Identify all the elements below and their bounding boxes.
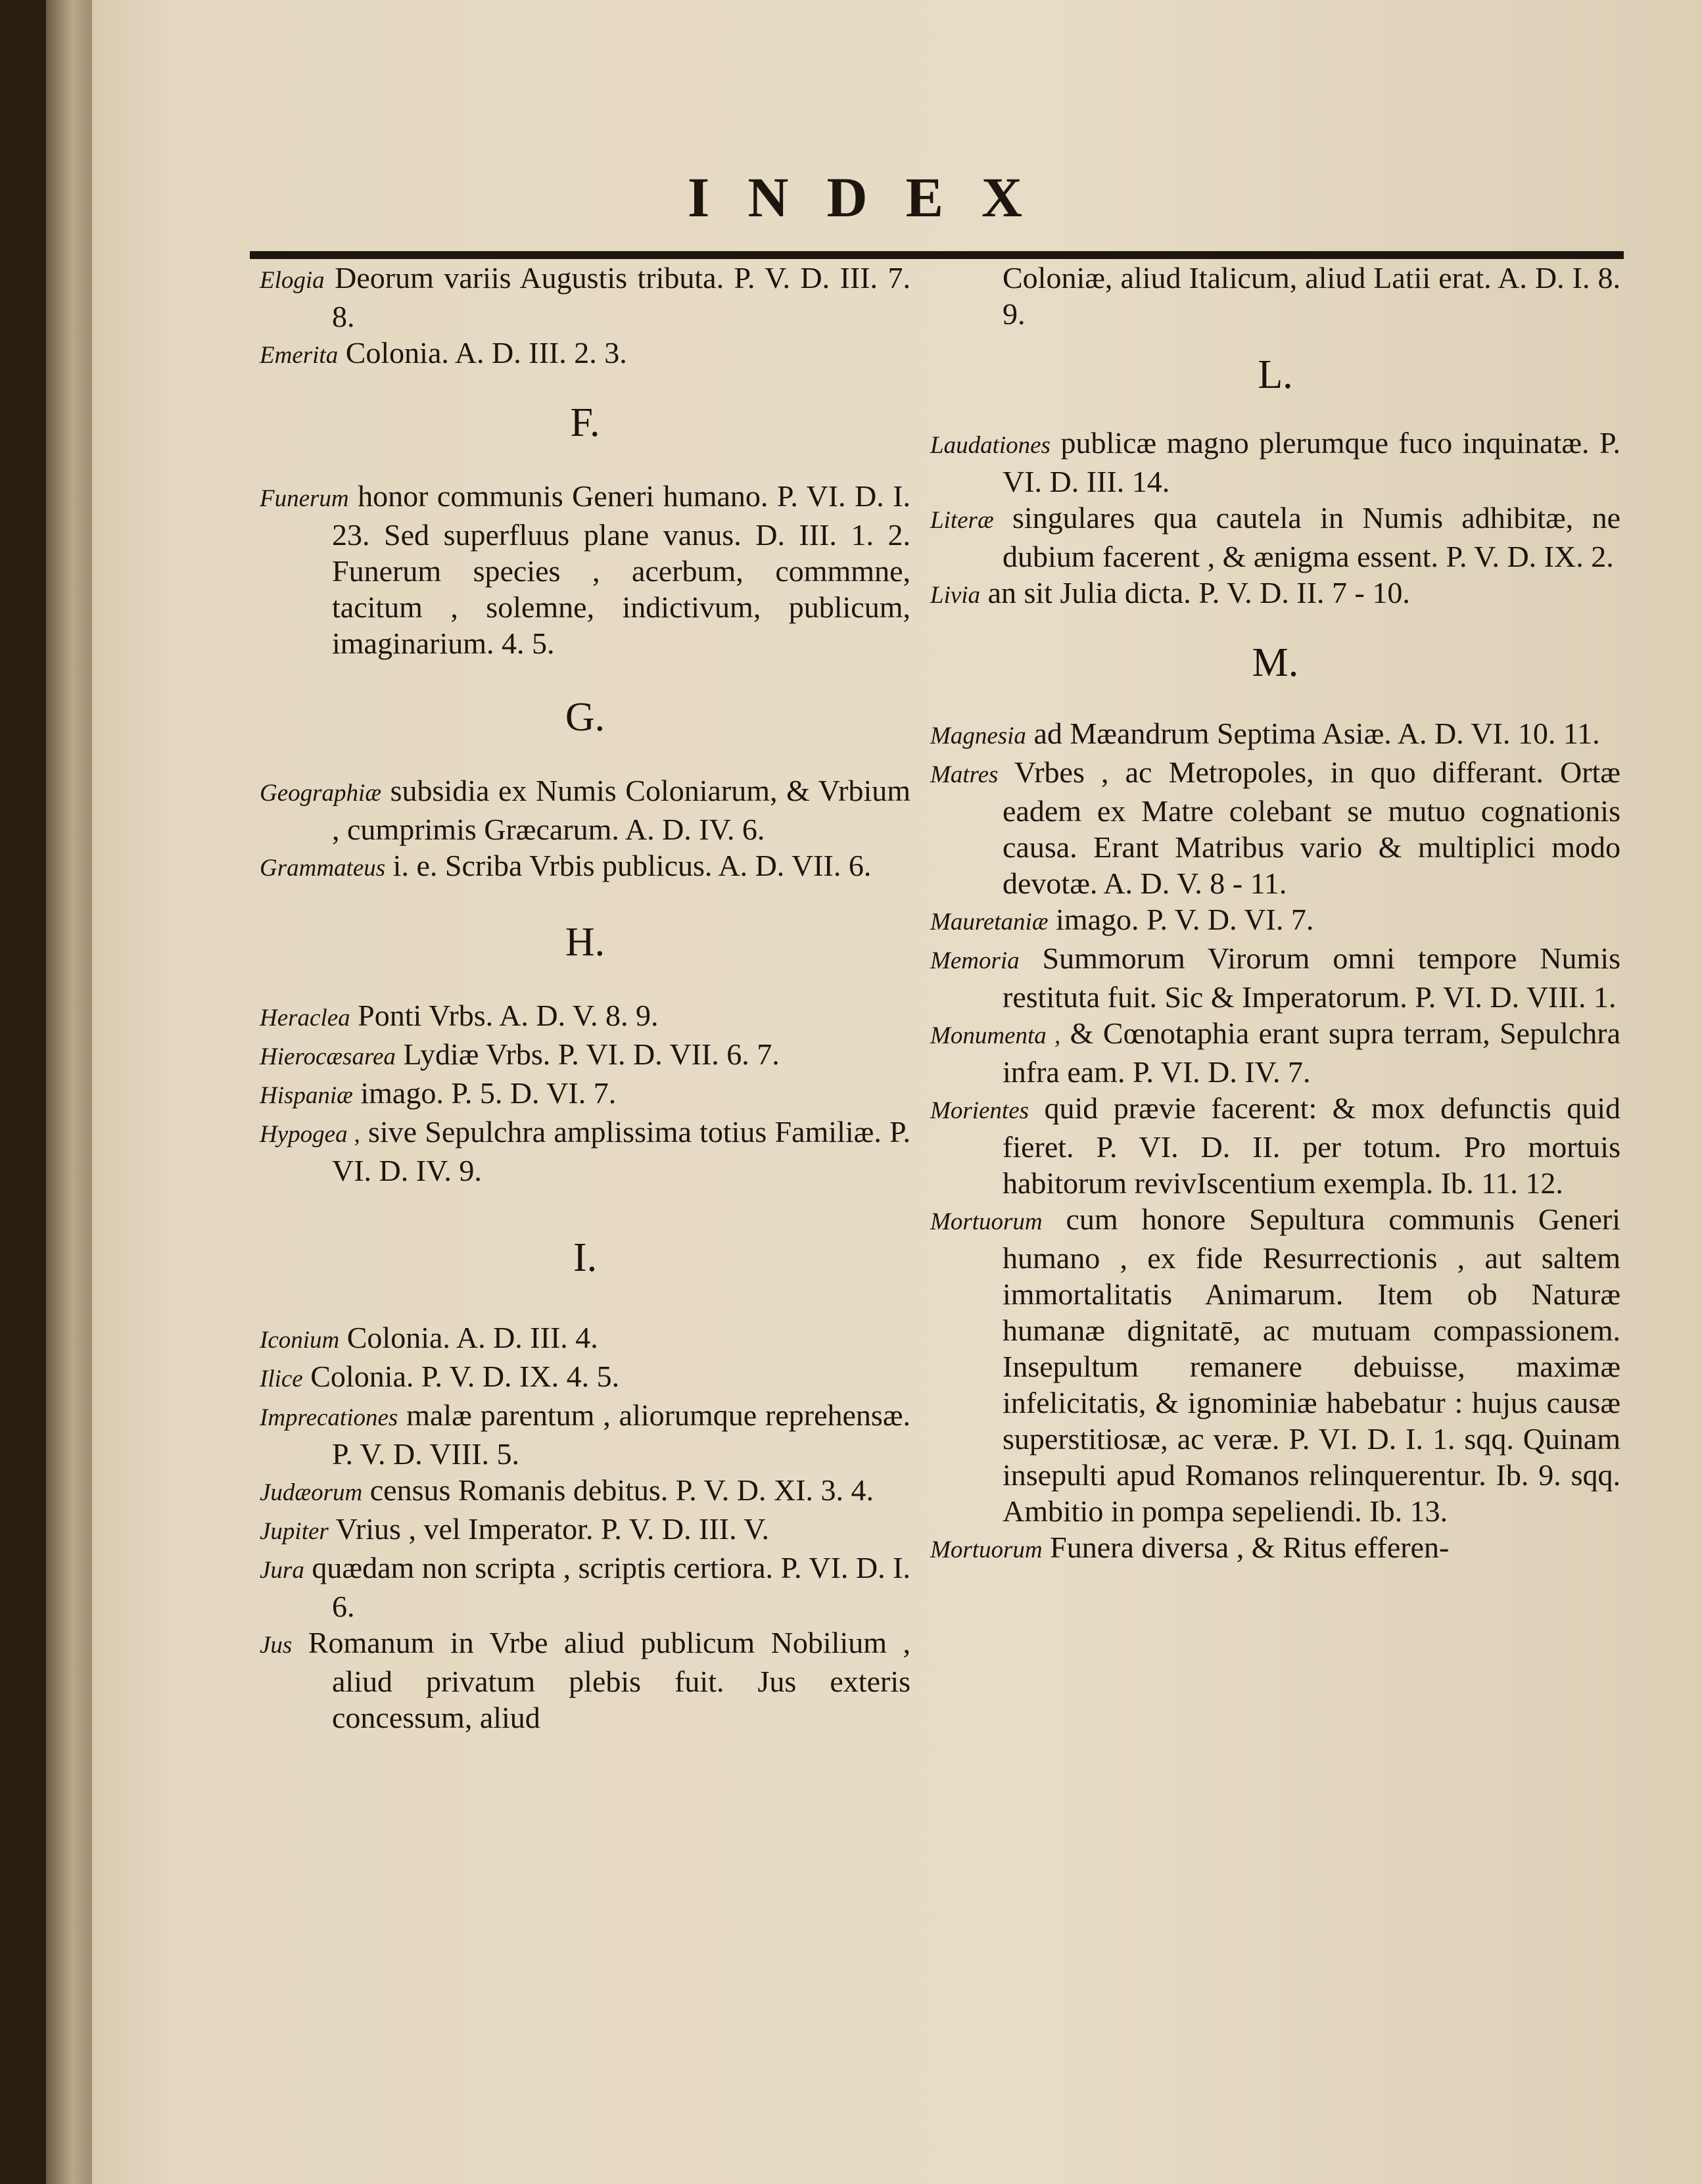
index-term: Grammateus	[260, 855, 386, 882]
index-entry	[260, 1036, 910, 1075]
section-letter: I.	[573, 1235, 598, 1280]
index-entry	[260, 1397, 910, 1472]
index-term: Hierocæsarea	[260, 1043, 396, 1070]
index-term: Funerum	[260, 485, 349, 512]
index-text: Ponti Vrbs. A. D. V. 8. 9.	[358, 999, 659, 1032]
index-entry	[930, 901, 1620, 940]
index-term: Literæ	[930, 507, 994, 534]
index-term: Ilice	[260, 1365, 303, 1392]
index-text: an sit Julia dicta. P. V. D. II. 7 - 10.	[987, 576, 1410, 609]
index-term: Mortuorum	[930, 1208, 1043, 1235]
index-term: Hispaniæ	[260, 1082, 353, 1109]
section-letter: H.	[565, 920, 605, 964]
section-letter: G.	[565, 695, 605, 740]
index-text: honor communis Generi humano. P. VI. D. I. 23. Sed superfluus plane vanus. D. III. 1. 2. Funerum species , acerbum, commmne, tacitum , solemne, indictivum, publicum, imaginarium. 4. 5.	[332, 479, 911, 660]
index-text: Romanum in Vrbe aliud publicum Nobilium , aliud privatum plebis fuit. Jus exteris concessum, aliud	[308, 1626, 910, 1734]
section-letter: M.	[1252, 640, 1299, 685]
index-term: Geographiæ	[260, 780, 381, 807]
index-text: Colonia. P. V. D. IX. 4. 5.	[310, 1360, 620, 1393]
index-term: Mortuorum	[930, 1536, 1043, 1563]
index-text: Colonia. A. D. III. 4.	[346, 1321, 598, 1354]
index-text: i. e. Scriba Vrbis publicus. A. D. VII. 6.	[392, 849, 872, 882]
index-entry	[930, 754, 1620, 901]
header-rule	[250, 251, 1624, 259]
index-text: Funera diversa , & Ritus efferen-	[1050, 1531, 1450, 1564]
index-text: Vrbes , ac Metropoles, in quo differant. Ortæ eadem ex Matre colebant se mutuo cognationis causa. Erant Matribus vario & multiplici modo devotæ. A. D. V. 8 - 11.	[1003, 755, 1620, 900]
index-text: imago. P. V. D. VI. 7.	[1056, 903, 1314, 936]
index-text: census Romanis debitus. P. V. D. XI. 3. 4.	[369, 1473, 874, 1507]
index-text: Summorum Virorum omni tempore Numis restituta fuit. Sic & Imperatorum. P. VI. D. VIII. 1.	[1003, 941, 1621, 1014]
index-term: Emerita	[260, 342, 339, 369]
index-text: Vrius , vel Imperator. P. V. D. III. V.	[335, 1512, 770, 1546]
index-text: cum honore Sepultura communis Generi humano , ex fide Resurrectionis , aut saltem immortalitatis Animarum. Item ob Naturæ humanæ dignitatē, ac mutuam compassionem. Insepultum remanere debuisse, maximæ infelicitatis, & ignominiæ habebatur : hujus causæ superstitiosæ, ac veræ. P. VI. D. I. 1. sqq. Quinam insepulti apud Romanos relinquerentur. Ib. 9. sqq. Ambitio in pompa sepeliendi. Ib. 13.	[1003, 1202, 1621, 1528]
index-text: publicæ magno plerumque fuco inquinatæ. P. VI. D. III. 14.	[1003, 426, 1620, 498]
index-entry	[260, 1358, 910, 1397]
index-text: sive Sepulchra amplissima totius Familiæ. P. VI. D. IV. 9.	[332, 1115, 910, 1187]
index-entry	[930, 425, 1620, 500]
index-entry	[260, 1625, 910, 1736]
index-entry	[930, 1201, 1620, 1529]
index-text: quid prævie facerent: & mox defunctis quid fieret. P. VI. D. II. per totum. Pro mortuis habitorum revivIscentium exempla. Ib. 11. 12.	[1003, 1091, 1620, 1200]
page-title: INDEX	[687, 166, 1061, 229]
index-term: Elogia	[260, 267, 325, 294]
index-text: malæ parentum , aliorumque reprehensæ. P. V. D. VIII. 5.	[332, 1398, 910, 1471]
index-entry	[260, 772, 910, 847]
index-term: Judæorum	[260, 1479, 363, 1506]
index-entry	[930, 1090, 1620, 1201]
index-entry	[930, 940, 1620, 1015]
index-entry	[260, 335, 910, 373]
right-column	[930, 260, 1620, 1568]
index-term: Magnesia	[930, 723, 1026, 749]
index-term: Monumenta ,	[930, 1022, 1061, 1049]
index-term: Matres	[930, 761, 999, 788]
index-text: singulares qua cautela in Numis adhibitæ, ne dubium facerent , & ænigma essent. P. V. D. IX. 2.	[1003, 501, 1620, 573]
index-text: subsidia ex Numis Coloniarum, & Vrbium , cumprimis Græcarum. A. D. IV. 6.	[332, 774, 911, 846]
index-text: quædam non scripta , scriptis certiora. P. VI. D. I. 6.	[312, 1551, 910, 1623]
section-letter: L.	[1258, 352, 1293, 397]
index-term: Iconium	[260, 1327, 340, 1354]
index-term: Livia	[930, 582, 981, 609]
index-text: imago. P. 5. D. VI. 7.	[360, 1076, 617, 1110]
book-page	[46, 0, 1702, 2184]
index-text: ad Mæandrum Septima Asiæ. A. D. VI. 10. 11.	[1033, 717, 1600, 750]
page-gutter	[46, 0, 92, 2184]
index-entry	[260, 1114, 910, 1189]
index-text: Lydiæ Vrbs. P. VI. D. VII. 6. 7.	[403, 1037, 780, 1071]
index-entry	[260, 1550, 910, 1625]
index-term: Jura	[260, 1557, 304, 1584]
index-term: Jus	[260, 1632, 293, 1659]
index-entry	[260, 1075, 910, 1114]
section-letter: F.	[570, 400, 600, 445]
index-term: Laudationes	[930, 432, 1051, 459]
index-entry	[930, 1529, 1620, 1568]
index-entry	[260, 997, 910, 1036]
index-text: & Cœnotaphia erant supra terram, Sepulchra infra eam. P. VI. D. IV. 7.	[1003, 1016, 1621, 1089]
index-term: Hypogea ,	[260, 1121, 360, 1148]
index-continuation: Coloniæ, aliud Italicum, aliud Latii erat. A. D. I. 8. 9.	[1003, 261, 1620, 331]
index-text: Colonia. A. D. III. 2. 3.	[345, 336, 627, 369]
index-entry	[260, 847, 910, 886]
index-term: Mauretaniæ	[930, 909, 1049, 936]
index-term: Jupiter	[260, 1518, 329, 1545]
index-text: Deorum variis Augustis tributa. P. V. D. III. 7. 8.	[332, 261, 911, 333]
index-entry	[930, 715, 1620, 754]
index-entry	[260, 1319, 910, 1358]
index-entry	[930, 1015, 1620, 1090]
left-column	[260, 260, 910, 1736]
index-entry	[260, 1511, 910, 1550]
index-entry	[930, 575, 1620, 613]
index-entry	[260, 478, 910, 661]
index-entry	[260, 1472, 910, 1511]
index-term: Morientes	[930, 1097, 1029, 1124]
index-entry	[930, 500, 1620, 575]
index-entry	[260, 260, 910, 335]
index-term: Memoria	[930, 947, 1020, 974]
index-term: Heraclea	[260, 1005, 350, 1032]
index-term: Imprecationes	[260, 1404, 398, 1431]
